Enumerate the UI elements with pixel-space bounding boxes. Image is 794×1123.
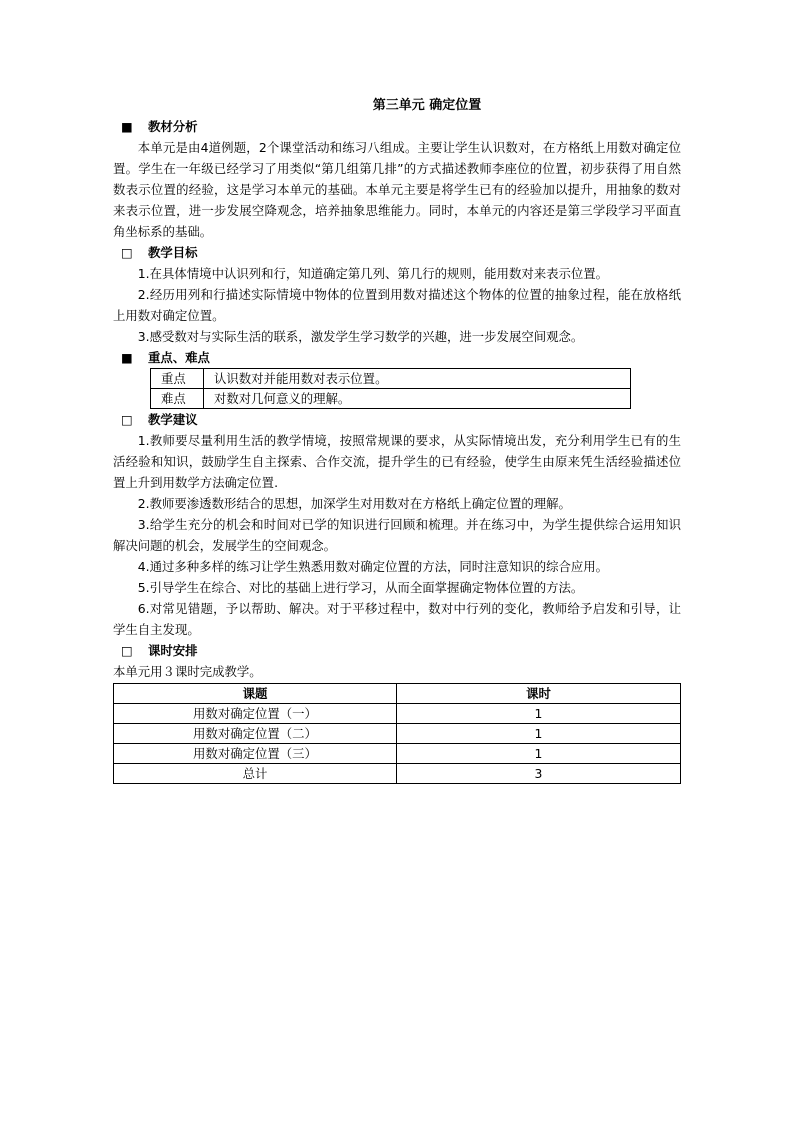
- lesson-hours-table: [113, 683, 681, 784]
- filled-square-icon: ■: [121, 119, 133, 134]
- column-header-topic: 课题: [114, 684, 397, 704]
- suggestion-item: 3.给学生充分的机会和时间对已学的知识进行回顾和梳理。并在练习中，为学生提供综合运用知识解决问题的机会，发展学生的空间观念。: [113, 517, 681, 553]
- section-heading-key-points: [113, 347, 681, 368]
- section-heading-suggestions: [113, 409, 681, 430]
- key-points-table: [150, 368, 631, 409]
- total-label: 总计: [114, 764, 397, 784]
- total-hours: 3: [397, 764, 681, 784]
- section-heading-goals: [113, 242, 681, 263]
- lesson-topic: 用数对确定位置（一）: [114, 704, 397, 724]
- table-row: [114, 724, 681, 744]
- lesson-hours: 1: [397, 724, 681, 744]
- key-point-value: 认识数对并能用数对表示位置。: [204, 369, 631, 389]
- analysis-paragraph: 本单元是由4道例题，2个课堂活动和练习八组成。主要让学生认识数对，在方格纸上用数对确定位置。学生在一年级已经学习了用类似“第几组第几排”的方式描述教师李座位的位置，初步获得了用自然数表示位置的经验，这是学习本单元的基础。本单元主要是将学生已有的经验加以提升，用抽象的数对来表示位置，进一步发展空降观念，培养抽象思维能力。同时，本单元的内容还是第三学段学习平面直角坐标系的基础。: [113, 140, 681, 239]
- table-header-row: [114, 684, 681, 704]
- section-title-schedule: 课时安排: [148, 643, 198, 658]
- difficulty-label: 难点: [151, 389, 204, 409]
- goal-item: 3.感受数对与实际生活的联系，激发学生学习数学的兴趣，进一步发展空间观念。: [137, 329, 584, 344]
- column-header-hours: 课时: [397, 684, 681, 704]
- suggestion-item: 2.教师要渗透数形结合的思想，加深学生对用数对在方格纸上确定位置的理解。: [137, 496, 571, 511]
- section-title-analysis: 教材分析: [148, 119, 198, 134]
- lesson-topic: 用数对确定位置（三）: [114, 744, 397, 764]
- schedule-intro: 本单元用３课时完成教学。: [113, 664, 262, 679]
- suggestion-item: 5.引导学生在综合、对比的基础上进行学习，从而全面掌握确定物体位置的方法。: [137, 580, 584, 595]
- empty-square-icon: □: [121, 643, 133, 658]
- lesson-topic: 用数对确定位置（二）: [114, 724, 397, 744]
- goal-item: 1.在具体情境中认识列和行，知道确定第几列、第几行的规则，能用数对来表示位置。: [137, 266, 609, 281]
- document-title: 第三单元 确定位置: [372, 98, 482, 113]
- empty-square-icon: □: [121, 245, 133, 260]
- filled-square-icon: ■: [121, 350, 133, 365]
- lesson-hours: 1: [397, 704, 681, 724]
- suggestion-item: 1.教师要尽量利用生活的教学情境，按照常规课的要求，从实际情境出发，充分利用学生已有的生活经验和知识，鼓励学生自主探索、合作交流，提升学生的已有经验，使学生由原来凭生活经验描述位置上升到用数学方法确定位置.: [113, 433, 681, 490]
- section-title-suggestions: 教学建议: [148, 412, 198, 427]
- table-row: [114, 704, 681, 724]
- suggestion-item: 4.通过多种多样的练习让学生熟悉用数对确定位置的方法，同时注意知识的综合应用。: [137, 559, 609, 574]
- section-heading-analysis: [113, 116, 681, 137]
- section-heading-schedule: [113, 640, 681, 661]
- table-row: [114, 744, 681, 764]
- goal-item: 2.经历用列和行描述实际情境中物体的位置到用数对描述这个物体的位置的抽象过程，能在放格纸上用数对确定位置。: [113, 287, 681, 323]
- table-row: [114, 764, 681, 784]
- section-title-goals: 教学目标: [148, 245, 198, 260]
- key-point-label: 重点: [151, 369, 204, 389]
- document-page: [113, 95, 681, 784]
- lesson-hours: 1: [397, 744, 681, 764]
- suggestion-item: 6.对常见错题，予以帮助、解决。对于平移过程中，数对中行列的变化，教师给予启发和引导，让学生自主发现。: [113, 601, 681, 637]
- difficulty-value: 对数对几何意义的理解。: [204, 389, 631, 409]
- table-row: [151, 369, 631, 389]
- table-row: [151, 389, 631, 409]
- empty-square-icon: □: [121, 412, 133, 427]
- section-title-key-points: 重点、难点: [148, 350, 210, 365]
